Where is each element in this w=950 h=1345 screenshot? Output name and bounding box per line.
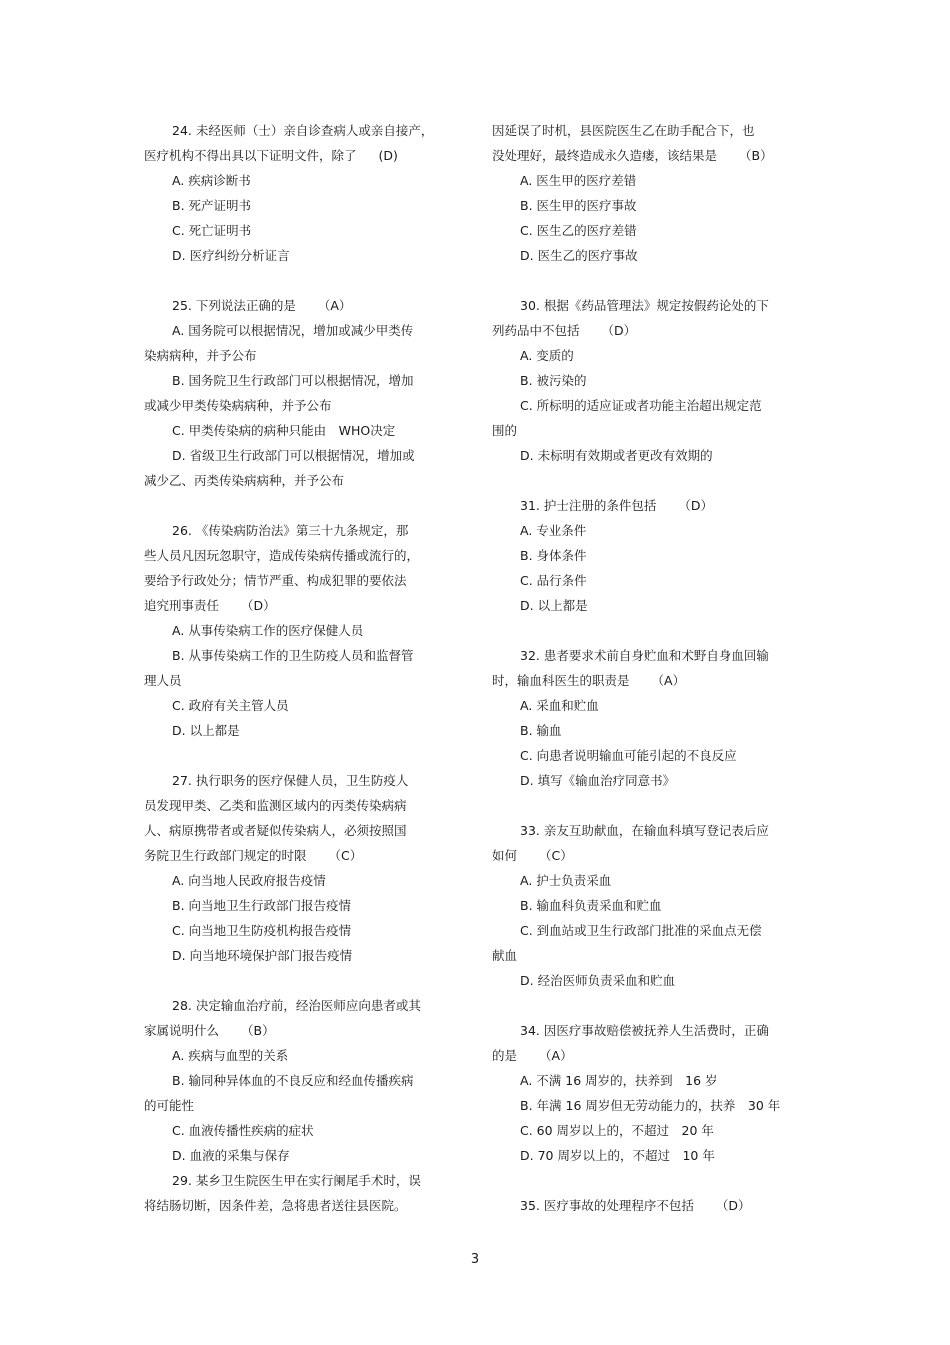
answer-key: （A） bbox=[317, 298, 352, 313]
line-text: 理人员 bbox=[144, 673, 182, 688]
line-text: 33. 亲友互助献血，在输血科填写登记表后应 bbox=[520, 823, 769, 838]
line-text: D. 省级卫生行政部门可以根据情况，增加或 bbox=[172, 448, 415, 463]
line-text: B. 身体条件 bbox=[520, 548, 587, 563]
text-line bbox=[144, 918, 444, 943]
line-text: 人、病原携带者或者疑似传染病人，必须按照国 bbox=[144, 823, 407, 838]
line-text: C. 甲类传染病的病种只能由 WHO决定 bbox=[172, 423, 396, 438]
text-line bbox=[492, 418, 797, 443]
spacer bbox=[144, 743, 444, 768]
text-line bbox=[144, 168, 444, 193]
spacer bbox=[144, 493, 444, 518]
text-line bbox=[492, 643, 797, 668]
line-text: C. 向患者说明输血可能引起的不良反应 bbox=[520, 748, 737, 763]
text-line bbox=[144, 643, 444, 668]
text-line bbox=[492, 368, 797, 393]
line-text: D. 经治医师负责采血和贮血 bbox=[520, 973, 676, 988]
line-text: A. 医生甲的医疗差错 bbox=[520, 173, 637, 188]
text-line bbox=[492, 1068, 797, 1093]
text-line bbox=[492, 1118, 797, 1143]
line-text: 27. 执行职务的医疗保健人员，卫生防疫人 bbox=[172, 773, 409, 788]
text-line bbox=[144, 468, 444, 493]
line-text: C. 政府有关主管人员 bbox=[172, 698, 289, 713]
text-line bbox=[144, 568, 444, 593]
line-text: D. 医生乙的医疗事故 bbox=[520, 248, 638, 263]
line-text: A. 疾病诊断书 bbox=[172, 173, 251, 188]
line-text: B. 向当地卫生行政部门报告疫情 bbox=[172, 898, 352, 913]
line-text: 列药品中不包括 bbox=[492, 323, 580, 338]
text-line bbox=[144, 1018, 444, 1043]
text-line bbox=[144, 818, 444, 843]
line-text: B. 输血 bbox=[520, 723, 562, 738]
line-text: 围的 bbox=[492, 423, 518, 438]
line-text: 35. 医疗事故的处理程序不包括 bbox=[520, 1198, 694, 1213]
line-text: C. 品行条件 bbox=[520, 573, 587, 588]
line-text: B. 被污染的 bbox=[520, 373, 587, 388]
text-line bbox=[144, 1068, 444, 1093]
line-text: C. 所标明的适应证或者功能主治超出规定范 bbox=[520, 398, 762, 413]
line-text: D. 未标明有效期或者更改有效期的 bbox=[520, 448, 713, 463]
line-text: C. 60 周岁以上的，不超过 20 年 bbox=[520, 1123, 714, 1138]
line-text: A. 疾病与血型的关系 bbox=[172, 1048, 289, 1063]
answer-key: (D) bbox=[378, 148, 398, 163]
answer-key: （A） bbox=[539, 1048, 573, 1063]
line-text: D. 以上都是 bbox=[172, 723, 240, 738]
line-text: 25. 下列说法正确的是 bbox=[172, 298, 296, 313]
line-text: A. 从事传染病工作的医疗保健人员 bbox=[172, 623, 364, 638]
line-text: 或减少甲类传染病病种，并予公布 bbox=[144, 398, 332, 413]
text-line bbox=[144, 318, 444, 343]
text-line bbox=[144, 668, 444, 693]
line-text: 献血 bbox=[492, 948, 518, 963]
line-text: 医疗机构不得出具以下证明文件，除了 bbox=[144, 148, 357, 163]
text-line bbox=[144, 443, 444, 468]
line-text: 些人员凡因玩忽职守，造成传染病传播或流行的， bbox=[144, 548, 420, 563]
line-text: 员发现甲类、乙类和监测区域内的丙类传染病病 bbox=[144, 798, 407, 813]
line-text: A. 专业条件 bbox=[520, 523, 587, 538]
text-line bbox=[492, 843, 797, 868]
text-line bbox=[144, 1143, 444, 1168]
text-line bbox=[144, 343, 444, 368]
line-text: B. 年满 16 周岁但无劳动能力的，扶养 30 年 bbox=[520, 1098, 781, 1113]
line-text: 的可能性 bbox=[144, 1098, 195, 1113]
line-text: B. 国务院卫生行政部门可以根据情况，增加 bbox=[172, 373, 414, 388]
line-text: D. 填写《输血治疗同意书》 bbox=[520, 773, 676, 788]
line-text: B. 死产证明书 bbox=[172, 198, 252, 213]
text-line bbox=[492, 693, 797, 718]
text-line bbox=[144, 243, 444, 268]
page-number: 3 bbox=[470, 1252, 480, 1267]
text-line bbox=[492, 393, 797, 418]
left-column bbox=[144, 118, 444, 1218]
text-line bbox=[492, 1093, 797, 1118]
line-text: 减少乙、丙类传染病病种，并予公布 bbox=[144, 473, 345, 488]
text-line bbox=[492, 968, 797, 993]
text-line bbox=[492, 543, 797, 568]
answer-key: （B） bbox=[739, 148, 773, 163]
text-line bbox=[492, 718, 797, 743]
line-text: 29. 某乡卫生院医生甲在实行阑尾手术时，误 bbox=[172, 1173, 421, 1188]
text-line bbox=[144, 118, 444, 143]
line-text: 如何 bbox=[492, 848, 518, 863]
spacer bbox=[492, 618, 797, 643]
line-text: A. 向当地人民政府报告疫情 bbox=[172, 873, 326, 888]
text-line bbox=[144, 993, 444, 1018]
text-line bbox=[144, 368, 444, 393]
line-text: D. 70 周岁以上的，不超过 10 年 bbox=[520, 1148, 715, 1163]
right-column bbox=[492, 118, 797, 1218]
text-line bbox=[492, 1018, 797, 1043]
text-line bbox=[144, 618, 444, 643]
text-line bbox=[492, 243, 797, 268]
text-line bbox=[144, 943, 444, 968]
text-line bbox=[492, 318, 797, 343]
line-text: D. 血液的采集与保存 bbox=[172, 1148, 290, 1163]
text-line bbox=[492, 568, 797, 593]
line-text: B. 输同种异体血的不良反应和经血传播疾病 bbox=[172, 1073, 414, 1088]
line-text: 追究刑事责任 bbox=[144, 598, 220, 613]
line-text: A. 变质的 bbox=[520, 348, 574, 363]
line-text: A. 国务院可以根据情况，增加或减少甲类传 bbox=[172, 323, 414, 338]
line-text: 将结肠切断，因条件差，急将患者送往县医院。 bbox=[144, 1198, 407, 1213]
line-text: B. 从事传染病工作的卫生防疫人员和监督管 bbox=[172, 648, 414, 663]
text-line bbox=[492, 118, 797, 143]
line-text: B. 输血科负责采血和贮血 bbox=[520, 898, 662, 913]
line-text: 30. 根据《药品管理法》规定按假药论处的下 bbox=[520, 298, 769, 313]
line-text: 家属说明什么 bbox=[144, 1023, 220, 1038]
text-line bbox=[144, 1168, 444, 1193]
answer-key: （C） bbox=[328, 848, 363, 863]
line-text: 务院卫生行政部门规定的时限 bbox=[144, 848, 307, 863]
text-line bbox=[144, 693, 444, 718]
text-line bbox=[144, 218, 444, 243]
spacer bbox=[492, 993, 797, 1018]
text-line bbox=[144, 418, 444, 443]
text-line bbox=[144, 1043, 444, 1068]
text-line bbox=[492, 893, 797, 918]
text-line bbox=[492, 593, 797, 618]
text-line bbox=[492, 818, 797, 843]
text-line bbox=[144, 893, 444, 918]
text-line bbox=[492, 493, 797, 518]
spacer bbox=[492, 468, 797, 493]
text-line bbox=[144, 193, 444, 218]
spacer bbox=[492, 268, 797, 293]
text-line bbox=[144, 518, 444, 543]
line-text: A. 护士负责采血 bbox=[520, 873, 612, 888]
text-line bbox=[492, 518, 797, 543]
line-text: A. 采血和贮血 bbox=[520, 698, 599, 713]
line-text: 26. 《传染病防治法》第三十九条规定，那 bbox=[172, 523, 409, 538]
text-line bbox=[144, 543, 444, 568]
spacer bbox=[144, 268, 444, 293]
text-line bbox=[492, 293, 797, 318]
text-line bbox=[144, 718, 444, 743]
answer-key: （C） bbox=[539, 848, 573, 863]
text-line bbox=[492, 1043, 797, 1068]
text-line bbox=[144, 393, 444, 418]
text-line bbox=[492, 768, 797, 793]
line-text: A. 不满 16 周岁的，扶养到 16 岁 bbox=[520, 1073, 718, 1088]
text-line bbox=[492, 918, 797, 943]
text-line bbox=[144, 1093, 444, 1118]
text-line bbox=[492, 443, 797, 468]
text-line bbox=[144, 593, 444, 618]
line-text: B. 医生甲的医疗事故 bbox=[520, 198, 637, 213]
line-text: 要给予行政处分；情节严重、构成犯罪的要依法 bbox=[144, 573, 407, 588]
line-text: 因延误了时机，县医院医生乙在助手配合下，也 bbox=[492, 123, 755, 138]
text-line bbox=[492, 868, 797, 893]
answer-key: （B） bbox=[241, 1023, 275, 1038]
spacer bbox=[492, 793, 797, 818]
line-text: D. 医疗纠纷分析证言 bbox=[172, 248, 290, 263]
line-text: C. 向当地卫生防疫机构报告疫情 bbox=[172, 923, 352, 938]
text-line bbox=[492, 743, 797, 768]
line-text: 28. 决定输血治疗前，经治医师应向患者或其 bbox=[172, 998, 421, 1013]
spacer bbox=[144, 968, 444, 993]
line-text: 的是 bbox=[492, 1048, 518, 1063]
text-line bbox=[144, 1193, 444, 1218]
answer-key: （D） bbox=[715, 1198, 751, 1213]
text-line bbox=[492, 218, 797, 243]
answer-key: （D） bbox=[678, 498, 713, 513]
line-text: 31. 护士注册的条件包括 bbox=[520, 498, 657, 513]
line-text: 34. 因医疗事故赔偿被抚养人生活费时，正确 bbox=[520, 1023, 769, 1038]
line-text: 没处理好，最终造成永久造瘘，该结果是 bbox=[492, 148, 718, 163]
text-line bbox=[144, 768, 444, 793]
text-line bbox=[492, 343, 797, 368]
text-line bbox=[492, 1143, 797, 1168]
line-text: 24. 未经医师（士）亲自诊查病人或亲自接产， bbox=[172, 123, 434, 138]
answer-key: （D） bbox=[601, 323, 637, 338]
answer-key: （D） bbox=[241, 598, 276, 613]
text-line bbox=[144, 1118, 444, 1143]
line-text: C. 血液传播性疾病的症状 bbox=[172, 1123, 314, 1138]
text-line bbox=[144, 143, 444, 168]
text-line bbox=[144, 843, 444, 868]
line-text: D. 以上都是 bbox=[520, 598, 588, 613]
text-line bbox=[492, 143, 797, 168]
line-text: 染病病种，并予公布 bbox=[144, 348, 257, 363]
line-text: C. 死亡证明书 bbox=[172, 223, 252, 238]
text-line bbox=[492, 943, 797, 968]
text-line bbox=[492, 193, 797, 218]
line-text: C. 到血站或卫生行政部门批准的采血点无偿 bbox=[520, 923, 762, 938]
text-line bbox=[492, 1193, 797, 1218]
line-text: 时，输血科医生的职责是 bbox=[492, 673, 630, 688]
line-text: D. 向当地环境保护部门报告疫情 bbox=[172, 948, 353, 963]
answer-key: （A） bbox=[651, 673, 686, 688]
text-line bbox=[492, 168, 797, 193]
spacer bbox=[492, 1168, 797, 1193]
line-text: 32. 患者要求术前自身贮血和术野自身血回输 bbox=[520, 648, 769, 663]
text-line bbox=[144, 793, 444, 818]
text-line bbox=[492, 668, 797, 693]
text-line bbox=[144, 868, 444, 893]
line-text: C. 医生乙的医疗差错 bbox=[520, 223, 637, 238]
text-line bbox=[144, 293, 444, 318]
